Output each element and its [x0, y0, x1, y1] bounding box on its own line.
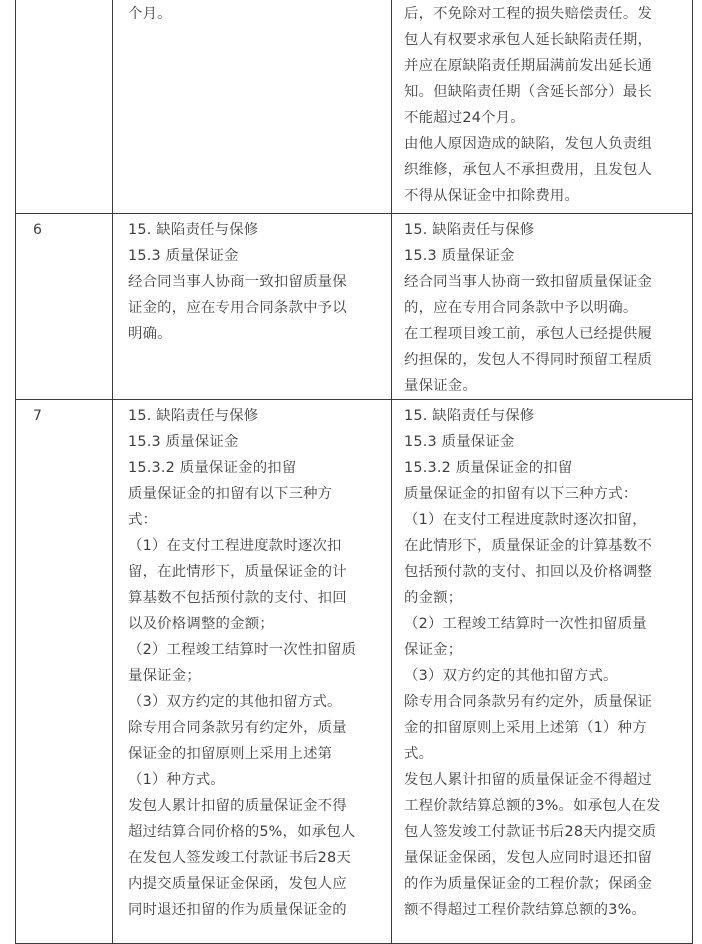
clause-line: 明确。 — [128, 326, 172, 342]
revised-clause-cell — [392, 400, 693, 944]
clause-line: 算基数不包括预付款的支付、扣回 — [128, 590, 347, 606]
clause-line: 包括预付款的支付、扣回以及价格调整 — [404, 564, 653, 580]
original-clause-cell — [113, 0, 392, 214]
clause-line: 包人有权要求承包人延长缺陷责任期， — [404, 32, 653, 48]
clause-line: 个月。 — [128, 6, 172, 22]
clause-line: 的金额； — [404, 590, 463, 606]
row-number — [16, 0, 113, 214]
clause-line: 量保证金； — [128, 668, 201, 684]
clause-line: （1）在支付工程进度款时逐次扣留， — [404, 512, 647, 528]
clause-line: 15. 缺陷责任与保修 — [128, 222, 259, 238]
clause-line: 15.3 质量保证金 — [128, 434, 239, 450]
clause-line: 不得从保证金中扣除费用。 — [404, 188, 580, 204]
table-row — [16, 0, 693, 214]
table-row — [16, 400, 693, 944]
clause-line: 15.3.2 质量保证金的扣留 — [404, 460, 573, 476]
clause-line: （2）工程竣工结算时一次性扣留质 — [128, 642, 357, 658]
clause-line: 内提交质量保证金保函，发包人应 — [128, 876, 347, 892]
clause-line: 15. 缺陷责任与保修 — [404, 222, 535, 238]
clause-line: 质量保证金的扣留有以下三种方 — [128, 486, 333, 502]
clause-line: 在发包人签发竣工付款证书后28天 — [128, 850, 351, 866]
clause-line: （3）双方约定的其他扣留方式。 — [404, 668, 618, 684]
clause-line: 知。但缺陷责任期（含延长部分）最长 — [404, 84, 653, 100]
clause-line: 工程价款结算总额的3%。如承包人在发 — [404, 798, 661, 814]
clause-line: 并应在原缺陷责任期届满前发出延长通 — [404, 58, 653, 74]
clause-line: 经合同当事人协商一致扣留质量保证金 — [404, 274, 653, 290]
clause-line: 15. 缺陷责任与保修 — [128, 408, 259, 424]
clause-line: 量保证金。 — [404, 378, 477, 394]
clause-line: 除专用合同条款另有约定外，质量保证 — [404, 694, 653, 710]
clause-line: 在此情形下，质量保证金的计算基数不 — [404, 538, 653, 554]
clause-line: 同时退还扣留的作为质量保证金的 — [128, 902, 347, 918]
clause-line: 织维修，承包人不承担费用，且发包人 — [404, 162, 653, 178]
clause-line: 额不得超过工程价款结算总额的3%。 — [404, 902, 647, 918]
clause-line: 质量保证金的扣留有以下三种方式： — [404, 486, 638, 502]
row-number: 6 — [16, 214, 113, 400]
clause-line: 保证金的扣留原则上采用上述第 — [128, 746, 333, 762]
clause-line: 以及价格调整的金额； — [128, 616, 274, 632]
clause-line: 由他人原因造成的缺陷，发包人负责组 — [404, 136, 653, 152]
clause-line: （1）种方式。 — [128, 772, 225, 788]
clause-line: 15.3 质量保证金 — [404, 248, 515, 264]
clause-line: 包人签发竣工付款证书后28天内提交质 — [404, 824, 657, 840]
clause-line: 约担保的，发包人不得同时预留工程质 — [404, 352, 653, 368]
clause-line: （1）在支付工程进度款时逐次扣 — [128, 538, 342, 554]
clause-line: （3）双方约定的其他扣留方式。 — [128, 694, 342, 710]
clause-line: 发包人累计扣留的质量保证金不得 — [128, 798, 347, 814]
clause-line: 不能超过24个月。 — [404, 110, 525, 126]
clause-line: 超过结算合同价格的5%，如承包人 — [128, 824, 356, 840]
clause-line: 的，应在专用合同条款中予以明确。 — [404, 300, 638, 316]
clause-line: 15. 缺陷责任与保修 — [404, 408, 535, 424]
clause-line: （2）工程竣工结算时一次性扣留质量 — [404, 616, 647, 632]
clause-line: 15.3 质量保证金 — [128, 248, 239, 264]
clause-line: 的作为质量保证金的工程价款；保函金 — [404, 876, 653, 892]
clause-line: 保证金； — [404, 642, 463, 658]
comparison-table — [15, 0, 693, 944]
revised-clause-cell — [392, 0, 693, 214]
clause-line: 留，在此情形下，质量保证金的计 — [128, 564, 347, 580]
clause-line: 15.3 质量保证金 — [404, 434, 515, 450]
clause-line: 式。 — [404, 746, 434, 762]
clause-line: 15.3.2 质量保证金的扣留 — [128, 460, 297, 476]
clause-line: 量保证金保函，发包人应同时退还扣留 — [404, 850, 653, 866]
revised-clause-cell — [392, 214, 693, 400]
clause-line: 发包人累计扣留的质量保证金不得超过 — [404, 772, 653, 788]
row-number: 7 — [16, 400, 113, 944]
clause-line: 证金的，应在专用合同条款中予以 — [128, 300, 347, 316]
clause-line: 式： — [128, 512, 158, 528]
table-row — [16, 214, 693, 400]
clause-line: 在工程项目竣工前，承包人已经提供履 — [404, 326, 653, 342]
clause-line: 经合同当事人协商一致扣留质量保 — [128, 274, 347, 290]
clause-line: 除专用合同条款另有约定外，质量 — [128, 720, 347, 736]
clause-line: 金的扣留原则上采用上述第（1）种方 — [404, 720, 647, 736]
original-clause-cell — [113, 214, 392, 400]
clause-line: 后，不免除对工程的损失赔偿责任。发 — [404, 6, 653, 22]
original-clause-cell — [113, 400, 392, 944]
